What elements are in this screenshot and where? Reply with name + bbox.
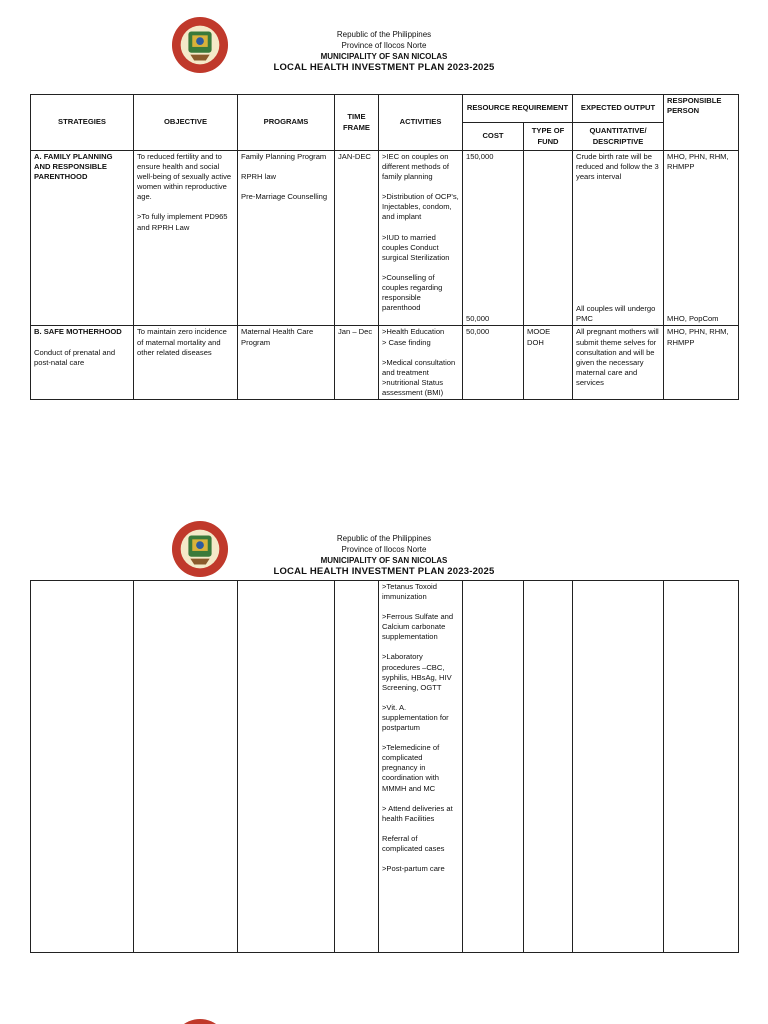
- programs-a: Family Planning Program RPRH law Pre-Marriage Counselling: [238, 151, 335, 326]
- output-b: All pregnant mothers will submit theme selves for consultation and will be given the necessary maternal care and services: [573, 326, 664, 400]
- page-3-seal-peek: [171, 1018, 229, 1024]
- time-a: JAN-DEC: [335, 151, 379, 326]
- col-activities: ACTIVITIES: [379, 95, 463, 151]
- col-resource: RESOURCE REQUIREMENT: [463, 95, 573, 123]
- programs-b: Maternal Health Care Program: [238, 326, 335, 400]
- col-strategies: STRATEGIES: [31, 95, 134, 151]
- objective-b: To maintain zero incidence of maternal mortality and other related diseases: [134, 326, 238, 400]
- person-a: MHO, PHN, RHM, RHMPP MHO, PopCom: [664, 151, 739, 326]
- table-row: [31, 151, 739, 326]
- plan-table: [30, 94, 739, 400]
- col-objective: OBJECTIVE: [134, 95, 238, 151]
- activities-b: >Health Education > Case finding >Medical consultation and treatment >nutritional Status assessment (BMI): [379, 326, 463, 400]
- republic-line: Republic of the Philippines: [336, 534, 432, 543]
- output-a: Crude birth rate will be reduced and follow the 3 years interval All couples will undergo PMC: [573, 151, 664, 326]
- table-row: [31, 581, 739, 953]
- col-type-of-fund: TYPE OF FUND: [524, 123, 573, 151]
- plan-table-continued: [30, 580, 739, 953]
- col-expected-output: EXPECTED OUTPUT: [573, 95, 664, 123]
- activities-continued: >Tetanus Toxoid immunization >Ferrous Sulfate and Calcium carbonate supplementation >Laboratory procedures –CBC, syphilis, HBsAg, HIV Screening, OGTT >Vit. A. supplementation for postpartum >Telemedicine of complicated pregnancy in coordination with MMMH and MC > Attend deliveries at health Facilities Referral of complicated cases >Post-partum care: [379, 581, 463, 953]
- republic-line: Republic of the Philippines: [336, 30, 432, 39]
- activities-a: >IEC on couples on different methods of family planning >Distribution of OCP's, Injectables, condom, and implant >IUD to married couples Conduct surgical Sterilization >Counselling of couples regarding responsible parenthood: [379, 151, 463, 326]
- document-title: LOCAL HEALTH INVESTMENT PLAN 2023-2025: [273, 62, 495, 73]
- col-programs: PROGRAMS: [238, 95, 335, 151]
- strategy-b: B. SAFE MOTHERHOOD Conduct of prenatal and post-natal care: [31, 326, 134, 400]
- col-responsible: RESPONSIBLE PERSON: [664, 95, 739, 151]
- municipality-line: MUNICIPALITY OF SAN NICOLAS: [320, 52, 448, 61]
- province-line: Province of Ilocos Norte: [341, 545, 427, 554]
- fund-b: MOOE DOH: [524, 326, 573, 400]
- table-row: [31, 326, 739, 400]
- objective-a: To reduced fertility and to ensure health and social well-being of sexually active women within reproductive age. >To fully implement PD965 and RPRH Law: [134, 151, 238, 326]
- person-b: MHO, PHN, RHM, RHMPP: [664, 326, 739, 400]
- col-time-frame: TIME FRAME: [335, 95, 379, 151]
- municipality-line: MUNICIPALITY OF SAN NICOLAS: [320, 556, 448, 565]
- strategy-a: A. FAMILY PLANNING AND RESPONSIBLE PARENTHOOD: [31, 151, 134, 326]
- cost-a: 150,000 50,000: [463, 151, 524, 326]
- municipal-seal-icon: [171, 1018, 229, 1024]
- province-line: Province of Ilocos Norte: [341, 41, 427, 50]
- document-title: LOCAL HEALTH INVESTMENT PLAN 2023-2025: [273, 566, 495, 577]
- fund-a: [524, 151, 573, 326]
- cost-b: 50,000: [463, 326, 524, 400]
- col-quantitative: QUANTITATIVE/ DESCRIPTIVE: [573, 123, 664, 151]
- time-b: Jan – Dec: [335, 326, 379, 400]
- col-cost: COST: [463, 123, 524, 151]
